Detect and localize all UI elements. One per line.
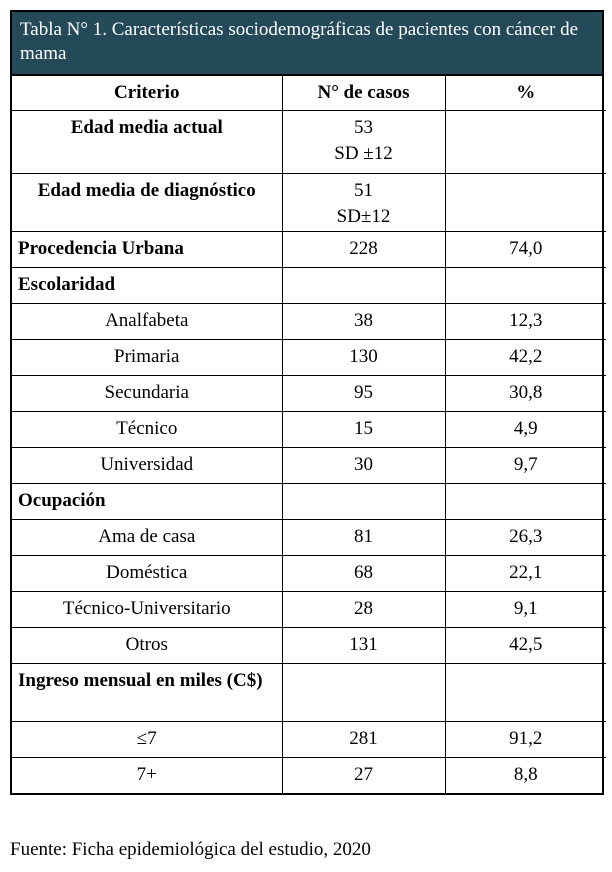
row-casos: 281	[282, 721, 445, 757]
table-row	[12, 173, 606, 231]
table-row	[12, 483, 606, 519]
row-casos: 95	[282, 375, 445, 411]
row-casos	[282, 110, 445, 173]
row-casos: 131	[282, 627, 445, 663]
row-label: Escolaridad	[12, 267, 282, 303]
row-pct: 74,0	[445, 231, 606, 267]
header-row	[12, 76, 606, 110]
row-pct	[445, 483, 606, 519]
casos-value: 53	[354, 116, 373, 138]
row-pct	[445, 267, 606, 303]
header-casos: N° de casos	[282, 76, 445, 110]
table-row	[12, 411, 606, 447]
table-row	[12, 519, 606, 555]
header-pct: %	[445, 76, 606, 110]
table-row	[12, 110, 606, 173]
row-label: Otros	[12, 627, 282, 663]
row-casos: 68	[282, 555, 445, 591]
table-row	[12, 721, 606, 757]
row-casos: 38	[282, 303, 445, 339]
source-note: Fuente: Ficha epidemiológica del estudio, 2020	[10, 839, 371, 860]
row-label: Ocupación	[12, 483, 282, 519]
table-row	[12, 757, 606, 793]
casos-sd: SD±12	[336, 205, 391, 227]
row-label: Edad media actual	[12, 110, 282, 173]
row-pct: 9,7	[445, 447, 606, 483]
row-casos: 15	[282, 411, 445, 447]
row-label: Universidad	[12, 447, 282, 483]
table-row	[12, 627, 606, 663]
row-pct	[445, 110, 606, 173]
table-caption: Tabla N° 1. Características sociodemográficas de pacientes con cáncer de mama	[12, 12, 602, 76]
row-pct: 4,9	[445, 411, 606, 447]
row-label: Procedencia Urbana	[12, 231, 282, 267]
table-row	[12, 663, 606, 721]
row-casos: 130	[282, 339, 445, 375]
row-pct: 30,8	[445, 375, 606, 411]
row-casos: 27	[282, 757, 445, 793]
row-pct: 22,1	[445, 555, 606, 591]
table-row	[12, 339, 606, 375]
casos-value: 51	[354, 179, 373, 201]
row-pct	[445, 173, 606, 231]
row-label: Analfabeta	[12, 303, 282, 339]
row-pct	[445, 663, 606, 721]
sociodemographic-table	[12, 76, 606, 793]
table-row	[12, 231, 606, 267]
header-criterio: Criterio	[12, 76, 282, 110]
table-row	[12, 303, 606, 339]
table-row	[12, 555, 606, 591]
row-casos: 228	[282, 231, 445, 267]
table-container	[10, 10, 604, 795]
row-casos: 81	[282, 519, 445, 555]
row-pct: 42,2	[445, 339, 606, 375]
row-casos	[282, 267, 445, 303]
row-pct: 9,1	[445, 591, 606, 627]
row-casos	[282, 173, 445, 231]
casos-sd: SD ±12	[334, 142, 393, 164]
row-casos	[282, 663, 445, 721]
row-pct: 26,3	[445, 519, 606, 555]
row-label: Técnico-Universitario	[12, 591, 282, 627]
row-pct: 91,2	[445, 721, 606, 757]
row-pct: 12,3	[445, 303, 606, 339]
row-label: Secundaria	[12, 375, 282, 411]
row-label: Ama de casa	[12, 519, 282, 555]
row-label: Doméstica	[12, 555, 282, 591]
row-label: 7+	[12, 757, 282, 793]
table-row	[12, 591, 606, 627]
table-row	[12, 375, 606, 411]
table-row	[12, 447, 606, 483]
row-pct: 8,8	[445, 757, 606, 793]
row-label: Edad media de diagnóstico	[12, 173, 282, 231]
row-casos: 30	[282, 447, 445, 483]
row-label: Primaria	[12, 339, 282, 375]
row-label: ≤7	[12, 721, 282, 757]
row-casos	[282, 483, 445, 519]
row-label: Técnico	[12, 411, 282, 447]
row-pct: 42,5	[445, 627, 606, 663]
row-label: Ingreso mensual en miles (C$)	[12, 663, 282, 721]
row-casos: 28	[282, 591, 445, 627]
table-row	[12, 267, 606, 303]
